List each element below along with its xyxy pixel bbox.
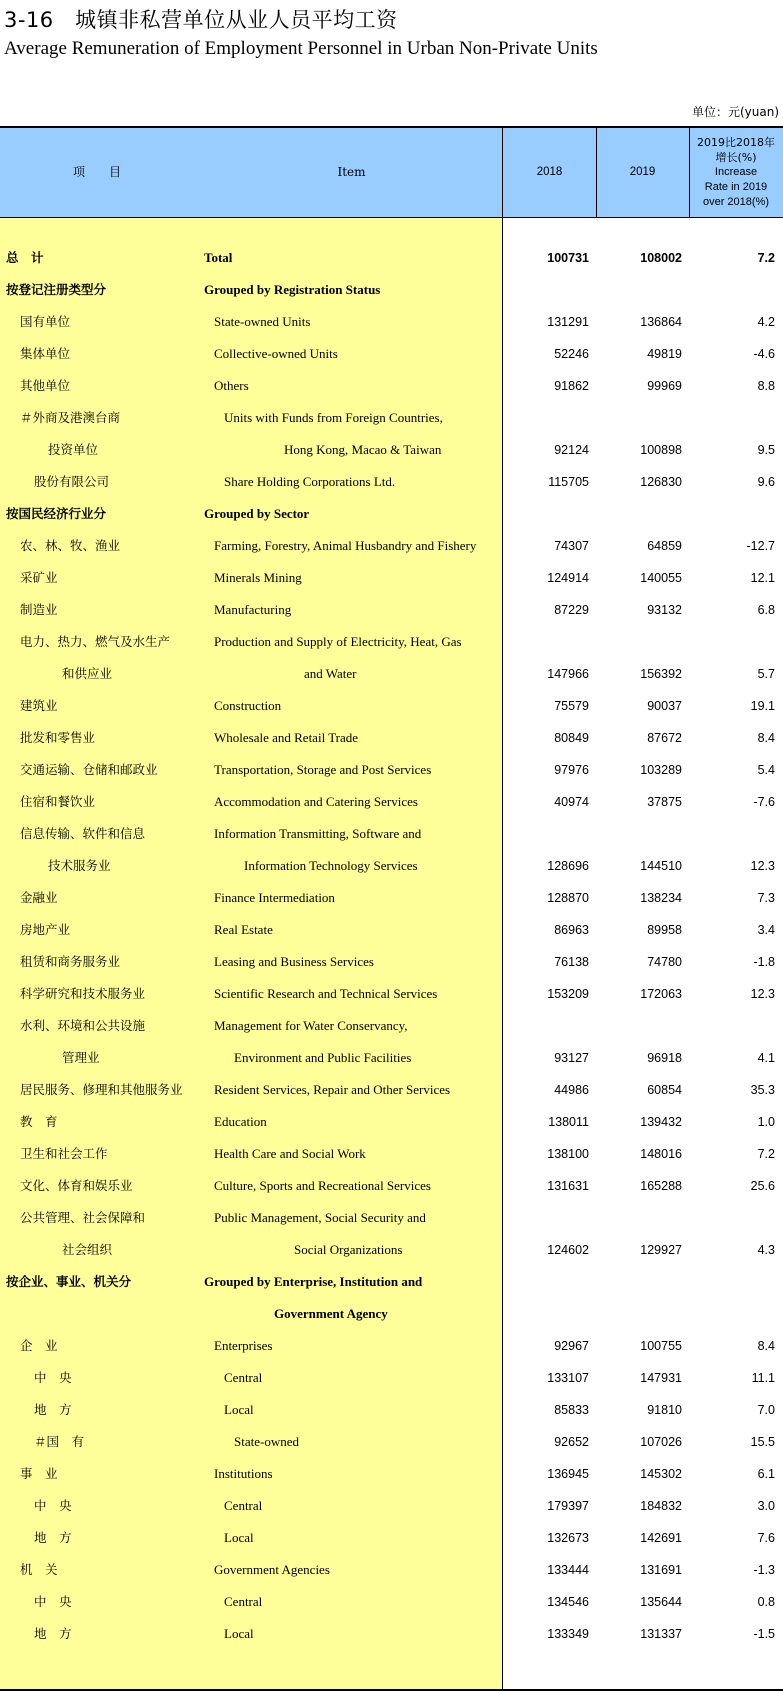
value-2019: 74780 — [647, 955, 682, 969]
row-label-cn: 机 关 — [20, 1562, 58, 1577]
table-row — [0, 914, 783, 946]
value-rate — [705, 818, 775, 850]
value-2019 — [602, 1010, 682, 1042]
row-label-cn: 总 计 — [6, 250, 44, 265]
value-2019 — [602, 498, 682, 530]
table-row — [0, 1362, 783, 1394]
value-rate: 19.1 — [750, 699, 775, 713]
value-rate — [705, 274, 775, 306]
row-label-en: Minerals Mining — [214, 570, 302, 585]
value-rate — [705, 498, 775, 530]
row-label-cn: 地 方 — [34, 1402, 72, 1417]
value-2019: 89958 — [647, 923, 682, 937]
table-row — [0, 530, 783, 562]
table-row — [0, 1330, 783, 1362]
row-label-cn: 科学研究和技术服务业 — [20, 986, 146, 1001]
table-row — [0, 466, 783, 498]
value-rate: 4.3 — [757, 1243, 775, 1257]
row-label-en: State-owned Units — [214, 314, 311, 329]
value-2018: 136945 — [547, 1467, 589, 1481]
value-2018: 133444 — [547, 1563, 589, 1577]
row-label-cn: 中 央 — [34, 1498, 72, 1513]
row-label-cn: ＃外商及港澳台商 — [20, 410, 121, 425]
value-2018: 133349 — [547, 1627, 589, 1641]
row-label-en: Accommodation and Catering Services — [214, 794, 418, 809]
value-rate — [705, 1298, 775, 1330]
row-label-en: Government Agencies — [214, 1562, 330, 1577]
value-2019: 147931 — [640, 1371, 682, 1385]
value-2019: 136864 — [640, 315, 682, 329]
row-label-cn: 采矿业 — [20, 570, 58, 585]
row-label-cn: 按国民经济行业分 — [6, 506, 107, 521]
row-label-cn: 批发和零售业 — [20, 730, 96, 745]
row-label-cn: 交通运输、仓储和邮政业 — [20, 762, 158, 777]
table-row — [0, 818, 783, 850]
value-2019: 96918 — [647, 1051, 682, 1065]
table-row — [0, 562, 783, 594]
table-row — [0, 658, 783, 690]
table-row — [0, 1266, 783, 1298]
value-rate: 9.5 — [757, 443, 775, 457]
value-2019: 131337 — [640, 1627, 682, 1641]
row-label-en: Grouped by Enterprise, Institution and — [204, 1274, 423, 1289]
header-item-en: Item — [337, 164, 366, 179]
value-2018: 91862 — [554, 379, 589, 393]
value-2019 — [602, 402, 682, 434]
value-2018 — [509, 402, 589, 434]
row-label-en: Total — [204, 250, 233, 265]
table-row — [0, 1042, 783, 1074]
value-2018 — [509, 1010, 589, 1042]
value-rate: -1.5 — [753, 1627, 775, 1641]
table-row — [0, 1074, 783, 1106]
row-label-en: Finance Intermediation — [214, 890, 335, 905]
value-2019: 165288 — [640, 1179, 682, 1193]
table-row — [0, 786, 783, 818]
value-2019: 172063 — [640, 987, 682, 1001]
value-rate — [705, 402, 775, 434]
row-label-cn: 制造业 — [20, 602, 58, 617]
unit-label: 单位：元(yuan) — [691, 105, 779, 119]
value-2019 — [602, 626, 682, 658]
table-row — [0, 242, 783, 274]
row-label-cn: 建筑业 — [20, 698, 58, 713]
value-rate: -1.8 — [753, 955, 775, 969]
table-title-cn: 3-16 城镇非私营单位从业人员平均工资 — [4, 8, 398, 32]
value-rate: 4.2 — [757, 315, 775, 329]
table-row — [0, 402, 783, 434]
row-label-cn: 企 业 — [20, 1338, 58, 1353]
value-2018: 179397 — [547, 1499, 589, 1513]
value-rate: 5.4 — [757, 763, 775, 777]
value-rate: 7.3 — [757, 891, 775, 905]
value-2019: 60854 — [647, 1083, 682, 1097]
row-label-en: Transportation, Storage and Post Services — [214, 762, 432, 777]
value-2019: 87672 — [647, 731, 682, 745]
header-rate — [689, 126, 783, 218]
value-2019: 129927 — [640, 1243, 682, 1257]
value-2018: 124914 — [547, 571, 589, 585]
row-label-cn: 投资单位 — [48, 442, 99, 457]
table-row — [0, 946, 783, 978]
row-label-cn: 股份有限公司 — [34, 474, 110, 489]
value-2018: 100731 — [547, 251, 589, 265]
header-rate-line: Increase — [714, 165, 758, 178]
value-2018: 76138 — [554, 955, 589, 969]
row-label-cn: 技术服务业 — [48, 858, 111, 873]
header-2018: 2018 — [536, 165, 563, 178]
value-2018: 80849 — [554, 731, 589, 745]
value-rate — [705, 1266, 775, 1298]
table-row — [0, 1298, 783, 1330]
value-2018: 85833 — [554, 1403, 589, 1417]
value-rate: 6.8 — [757, 603, 775, 617]
value-rate: 8.4 — [757, 1339, 775, 1353]
table-row — [0, 498, 783, 530]
value-2019 — [602, 1298, 682, 1330]
column-divider — [689, 126, 690, 218]
value-2018: 97976 — [554, 763, 589, 777]
row-label-cn: 农、林、牧、渔业 — [20, 538, 121, 553]
table-row — [0, 882, 783, 914]
row-label-en: Production and Supply of Electricity, Heat, Gas — [214, 634, 462, 649]
value-2019: 103289 — [640, 763, 682, 777]
value-2018 — [509, 626, 589, 658]
row-label-en: Local — [224, 1626, 254, 1641]
value-2018 — [509, 498, 589, 530]
value-2018: 132673 — [547, 1531, 589, 1545]
row-label-en: Farming, Forestry, Animal Husbandry and Fishery — [214, 538, 477, 553]
value-2019: 107026 — [640, 1435, 682, 1449]
table-row — [0, 1458, 783, 1490]
table-row — [0, 594, 783, 626]
table-title-en: Average Remuneration of Employment Personnel in Urban Non-Private Units — [4, 38, 598, 59]
value-2018: 133107 — [547, 1371, 589, 1385]
header-item-cn: 项 目 — [72, 164, 127, 179]
row-label-cn: 中 央 — [34, 1370, 72, 1385]
value-2019: 99969 — [647, 379, 682, 393]
value-rate: 12.3 — [750, 859, 775, 873]
value-rate: 9.6 — [757, 475, 775, 489]
value-2019: 91810 — [647, 1403, 682, 1417]
value-2019: 126830 — [640, 475, 682, 489]
row-label-cn: 地 方 — [34, 1530, 72, 1545]
row-label-en: Local — [224, 1402, 254, 1417]
value-2018 — [509, 1266, 589, 1298]
row-label-en: Social Organizations — [294, 1242, 403, 1257]
value-2019: 139432 — [640, 1115, 682, 1129]
row-label-cn: 卫生和社会工作 — [20, 1146, 108, 1161]
value-2018 — [509, 274, 589, 306]
header-rate-line: Rate in 2019 — [704, 180, 768, 193]
row-label-cn: 地 方 — [34, 1626, 72, 1641]
row-label-en: Local — [224, 1530, 254, 1545]
row-label-cn: 住宿和餐饮业 — [20, 794, 96, 809]
table-row — [0, 626, 783, 658]
header-rate-line: 增长(%) — [715, 150, 757, 164]
value-rate: 11.1 — [751, 1371, 775, 1385]
row-label-en: Real Estate — [214, 922, 273, 937]
value-2018: 92124 — [554, 443, 589, 457]
value-2019 — [602, 1266, 682, 1298]
row-label-en: Units with Funds from Foreign Countries, — [224, 410, 443, 425]
table-row — [0, 1394, 783, 1426]
row-label-cn: 事 业 — [20, 1466, 58, 1481]
value-2018: 124602 — [547, 1243, 589, 1257]
value-2018: 86963 — [554, 923, 589, 937]
table-body — [0, 242, 783, 1650]
value-rate: 12.3 — [750, 987, 775, 1001]
table-row — [0, 306, 783, 338]
value-2019: 184832 — [640, 1499, 682, 1513]
value-2018: 131291 — [547, 315, 589, 329]
value-2019 — [602, 818, 682, 850]
value-2019: 144510 — [640, 859, 682, 873]
value-2018 — [509, 818, 589, 850]
value-rate — [705, 626, 775, 658]
row-label-cn: 和供应业 — [62, 666, 113, 681]
value-rate — [705, 1010, 775, 1042]
value-2019: 64859 — [647, 539, 682, 553]
row-label-en: Central — [224, 1370, 263, 1385]
value-rate: -12.7 — [746, 539, 775, 553]
value-rate — [705, 1202, 775, 1234]
value-2019: 156392 — [640, 667, 682, 681]
header-bottom-rule — [0, 217, 783, 218]
row-label-cn: 其他单位 — [20, 378, 71, 393]
value-2019: 108002 — [640, 251, 682, 265]
value-2018: 75579 — [554, 699, 589, 713]
table-row — [0, 1618, 783, 1650]
table-row — [0, 1010, 783, 1042]
value-2019: 138234 — [640, 891, 682, 905]
table-row — [0, 338, 783, 370]
value-rate: 8.4 — [757, 731, 775, 745]
row-label-en: Grouped by Registration Status — [204, 282, 381, 297]
table-row — [0, 850, 783, 882]
table-row — [0, 1522, 783, 1554]
row-label-en: Information Transmitting, Software and — [214, 826, 422, 841]
value-2018: 92652 — [554, 1435, 589, 1449]
table-row — [0, 1426, 783, 1458]
value-2018: 93127 — [554, 1051, 589, 1065]
value-2018: 128870 — [547, 891, 589, 905]
value-rate: 12.1 — [750, 571, 775, 585]
row-label-en: Hong Kong, Macao & Taiwan — [284, 442, 442, 457]
value-2018: 138011 — [548, 1115, 589, 1129]
table-row — [0, 1170, 783, 1202]
row-label-en: Public Management, Social Security and — [214, 1210, 426, 1225]
table-row — [0, 722, 783, 754]
value-2019: 135644 — [640, 1595, 682, 1609]
table-row — [0, 754, 783, 786]
row-label-en: State-owned — [234, 1434, 299, 1449]
row-label-en: Wholesale and Retail Trade — [214, 730, 359, 745]
value-2018 — [509, 1202, 589, 1234]
row-label-en: Grouped by Sector — [204, 506, 310, 521]
row-label-en: Collective-owned Units — [214, 346, 338, 361]
value-rate: -7.6 — [753, 795, 775, 809]
value-rate: 7.2 — [757, 1147, 775, 1161]
row-label-cn: 居民服务、修理和其他服务业 — [20, 1082, 183, 1097]
value-2019: 90037 — [647, 699, 682, 713]
value-2019: 131691 — [640, 1563, 682, 1577]
value-rate: 7.0 — [757, 1403, 775, 1417]
value-2019: 100755 — [640, 1339, 682, 1353]
value-rate: 3.0 — [757, 1499, 775, 1513]
table-header — [0, 126, 783, 218]
value-2018 — [509, 1298, 589, 1330]
row-label-en: Information Technology Services — [244, 858, 418, 873]
row-label-en: Central — [224, 1498, 263, 1513]
table-row — [0, 1106, 783, 1138]
column-divider — [596, 126, 597, 218]
value-2019: 49819 — [647, 347, 682, 361]
table-row — [0, 1138, 783, 1170]
table-row — [0, 1490, 783, 1522]
value-2018: 115705 — [548, 475, 589, 489]
value-rate: 7.6 — [757, 1531, 775, 1545]
row-label-en: Resident Services, Repair and Other Services — [214, 1082, 451, 1097]
value-rate: 25.6 — [750, 1179, 775, 1193]
value-rate: 1.0 — [757, 1115, 775, 1129]
row-label-en: Health Care and Social Work — [214, 1146, 366, 1161]
row-label-cn: 按企业、事业、机关分 — [6, 1274, 132, 1289]
row-label-en: Environment and Public Facilities — [234, 1050, 412, 1065]
value-rate: 35.3 — [750, 1083, 775, 1097]
row-label-en: Management for Water Conservancy, — [214, 1018, 408, 1033]
table-row — [0, 274, 783, 306]
row-label-cn: 水利、环境和公共设施 — [20, 1018, 146, 1033]
value-2018: 87229 — [554, 603, 589, 617]
table-row — [0, 434, 783, 466]
value-2019: 142691 — [640, 1531, 682, 1545]
value-2019: 100898 — [640, 443, 682, 457]
row-label-cn: 金融业 — [20, 890, 58, 905]
row-label-en: Education — [214, 1114, 267, 1129]
row-label-cn: 房地产业 — [20, 922, 71, 937]
row-label-cn: 按登记注册类型分 — [6, 282, 107, 297]
row-label-en: Institutions — [214, 1466, 273, 1481]
value-rate: 6.1 — [757, 1467, 775, 1481]
header-2019: 2019 — [629, 165, 656, 178]
row-label-en: Enterprises — [214, 1338, 273, 1353]
data-table — [0, 126, 783, 1691]
row-label-cn: 集体单位 — [20, 346, 71, 361]
value-2018: 131631 — [547, 1179, 589, 1193]
value-2019: 93132 — [647, 603, 682, 617]
table-top-rule — [0, 126, 783, 128]
value-rate: 4.1 — [757, 1051, 775, 1065]
value-2018: 147966 — [547, 667, 589, 681]
value-rate: 7.2 — [757, 251, 775, 265]
row-label-cn: 管理业 — [62, 1050, 100, 1065]
row-label-cn: 教 育 — [20, 1114, 58, 1129]
value-rate: 15.5 — [750, 1435, 775, 1449]
table-row — [0, 690, 783, 722]
value-2018: 40974 — [554, 795, 589, 809]
value-2019: 145302 — [640, 1467, 682, 1481]
value-2018: 128696 — [547, 859, 589, 873]
value-rate: 0.8 — [757, 1595, 775, 1609]
value-rate: 5.7 — [757, 667, 775, 681]
row-label-cn: 中 央 — [34, 1594, 72, 1609]
row-label-en: Share Holding Corporations Ltd. — [224, 474, 396, 489]
row-label-en: Others — [214, 378, 249, 393]
value-rate: 8.8 — [757, 379, 775, 393]
row-label-cn: 电力、热力、燃气及水生产 — [20, 634, 171, 649]
table-row — [0, 1202, 783, 1234]
value-2019 — [602, 274, 682, 306]
row-label-cn: 社会组织 — [62, 1242, 113, 1257]
value-2018: 52246 — [554, 347, 589, 361]
table-row — [0, 370, 783, 402]
row-label-en: Manufacturing — [214, 602, 292, 617]
value-2018: 74307 — [554, 539, 589, 553]
value-2018: 153209 — [547, 987, 589, 1001]
row-label-cn: 租赁和商务服务业 — [20, 954, 121, 969]
row-label-en: Culture, Sports and Recreational Services — [214, 1178, 431, 1193]
value-2019: 37875 — [647, 795, 682, 809]
header-rate-line: 2019比2018年 — [697, 135, 775, 149]
value-2019: 140055 — [640, 571, 682, 585]
row-label-en: Scientific Research and Technical Services — [214, 986, 438, 1001]
row-label-en: Construction — [214, 698, 282, 713]
row-label-cn: 信息传输、软件和信息 — [20, 826, 146, 841]
value-2018: 138100 — [547, 1147, 589, 1161]
value-2019 — [602, 1202, 682, 1234]
value-2018: 92967 — [554, 1339, 589, 1353]
value-rate: -4.6 — [753, 347, 775, 361]
table-row — [0, 1554, 783, 1586]
table-row — [0, 1586, 783, 1618]
row-label-cn: 国有单位 — [20, 314, 71, 329]
row-label-en: Leasing and Business Services — [214, 954, 374, 969]
row-label-cn: 文化、体育和娱乐业 — [20, 1178, 133, 1193]
row-label-en: Central — [224, 1594, 263, 1609]
value-rate: 3.4 — [757, 923, 775, 937]
table-row — [0, 1234, 783, 1266]
row-label-en: and Water — [304, 666, 357, 681]
value-rate: -1.3 — [753, 1563, 775, 1577]
value-2018: 134546 — [547, 1595, 589, 1609]
value-2018: 44986 — [554, 1083, 589, 1097]
row-label-cn: 公共管理、社会保障和 — [20, 1210, 146, 1225]
row-label-en: Government Agency — [274, 1306, 388, 1321]
row-label-cn: ＃国 有 — [34, 1434, 85, 1449]
value-2019: 148016 — [640, 1147, 682, 1161]
header-rate-line: over 2018(%) — [702, 195, 770, 208]
table-row — [0, 978, 783, 1010]
